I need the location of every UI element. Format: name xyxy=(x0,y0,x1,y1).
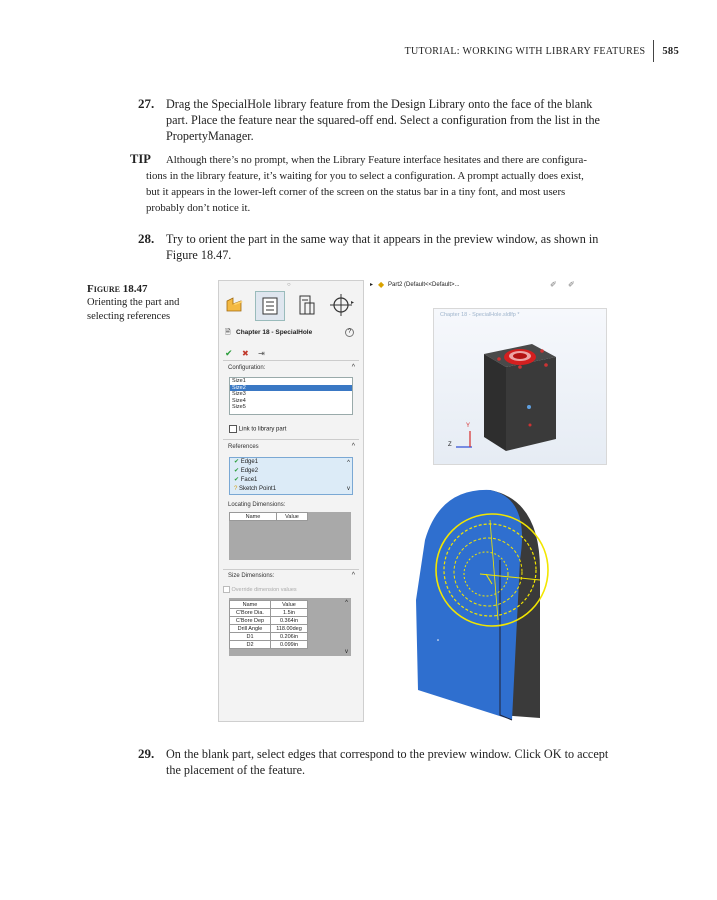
locating-dimensions-table[interactable] xyxy=(229,512,351,560)
reference-item[interactable]: ✔ Face1 xyxy=(234,477,258,483)
running-header xyxy=(405,40,679,62)
configuration-heading: Configuration: xyxy=(228,365,266,371)
configuration-item[interactable]: Size1 xyxy=(232,378,246,384)
references-list[interactable] xyxy=(229,457,353,495)
measure-tool-icon[interactable]: ✐ xyxy=(568,280,575,289)
part-icon: ◆ xyxy=(378,280,385,289)
block-left-face xyxy=(484,354,506,451)
blue-part-model xyxy=(380,480,560,725)
ok-button[interactable]: ✔ xyxy=(225,348,233,358)
configuration-list[interactable] xyxy=(229,377,353,415)
link-checkbox[interactable] xyxy=(229,425,237,433)
property-manager-panel xyxy=(218,280,364,722)
configuration-manager-icon xyxy=(293,291,321,319)
tab-property-manager[interactable] xyxy=(255,291,285,321)
table-row[interactable]: D1 0.206in xyxy=(230,633,308,641)
feature-tree-flyout xyxy=(370,280,615,292)
step-number: 29. xyxy=(138,746,155,761)
pin-tool-icon[interactable]: ✐ xyxy=(550,280,557,289)
sketch-point xyxy=(527,405,531,409)
tab-feature-tree[interactable] xyxy=(221,291,249,319)
step-text-line: PropertyManager. xyxy=(166,129,254,143)
configuration-item[interactable]: Size3 xyxy=(232,391,246,398)
table-row[interactable]: Drill Angle 118.00deg xyxy=(230,625,308,633)
scroll-down-arrow[interactable]: v xyxy=(347,486,350,492)
check-icon: ✔ xyxy=(234,468,240,474)
step-text-line: Try to orient the part in the same way that it appears in the preview window, as shown in xyxy=(166,232,599,246)
help-icon[interactable]: ? xyxy=(345,328,354,337)
preview-model xyxy=(434,309,606,464)
tip-line: but it appears in the lower-left corner of the screen on the status bar in a tiny font, and most users xyxy=(146,186,566,198)
action-row xyxy=(225,343,265,361)
link-checkbox-row[interactable] xyxy=(229,425,286,433)
link-label: Link to library part xyxy=(238,426,287,433)
tree-part-item[interactable]: Part2 (Default<<Default>... xyxy=(388,282,460,288)
references-heading: References xyxy=(228,444,259,450)
tip-line: probably don’t notice it. xyxy=(146,202,251,214)
reference-item[interactable]: ✔ Edge2 xyxy=(234,468,259,474)
collapse-dot[interactable]: ○ xyxy=(287,282,291,288)
size-dimensions-table[interactable] xyxy=(229,598,351,656)
reference-point xyxy=(518,365,522,369)
configuration-item[interactable]: Size5 xyxy=(232,404,246,411)
table-row[interactable]: D2 0.099in xyxy=(230,641,308,649)
override-checkbox-row[interactable] xyxy=(223,586,297,593)
axis-y-label: Y xyxy=(466,423,471,429)
pin-button[interactable]: ⇥ xyxy=(258,349,265,358)
scroll-up-arrow[interactable]: ^ xyxy=(347,460,350,466)
locating-dimensions-heading: Locating Dimensions: xyxy=(228,502,286,508)
locating-table-header xyxy=(229,512,308,521)
sketch-point xyxy=(437,639,439,641)
column-header: Name xyxy=(230,513,277,521)
header-divider xyxy=(653,40,654,62)
tip-box xyxy=(130,152,666,216)
size-dimensions-heading: Size Dimensions: xyxy=(228,573,275,579)
tip-label: TIP xyxy=(130,152,151,166)
block-front-face xyxy=(506,357,556,451)
step-28 xyxy=(138,231,666,263)
column-header: Name xyxy=(230,601,271,609)
tip-line: tions in the library feature, it’s waiting for you to select a configuration. A prompt actually does exist, xyxy=(146,170,584,182)
feature-tree-icon xyxy=(221,291,249,319)
collapse-chevron-icon[interactable]: ^ xyxy=(351,572,355,579)
reference-point xyxy=(529,424,532,427)
reference-item[interactable]: ? Sketch Point1 xyxy=(234,486,277,492)
preview-window xyxy=(433,308,607,465)
scroll-up-arrow[interactable]: ^ xyxy=(345,600,348,606)
configuration-item-selected[interactable]: Size2 xyxy=(230,385,352,392)
collapse-chevron-icon[interactable]: ^ xyxy=(351,443,355,450)
axis-z-label: Z xyxy=(448,442,452,448)
step-number: 27. xyxy=(138,96,155,111)
step-29 xyxy=(138,746,666,778)
divider xyxy=(223,360,359,361)
configuration-item[interactable]: Size4 xyxy=(232,397,246,404)
caption-line: selecting references xyxy=(87,311,171,322)
property-manager-icon xyxy=(256,292,284,320)
question-icon: ? xyxy=(234,486,238,492)
page-number: 585 xyxy=(662,45,679,57)
check-icon: ✔ xyxy=(234,459,240,465)
panel-title: Chapter 18 - SpecialHole xyxy=(236,329,313,336)
reference-point xyxy=(544,363,548,367)
reference-item[interactable]: ✔ Edge1 xyxy=(234,459,259,465)
override-checkbox[interactable] xyxy=(223,586,230,593)
table-row[interactable]: C'Bore Dep 0.364in xyxy=(230,617,308,625)
library-feature-icon: 🗎 xyxy=(225,329,231,336)
table-row[interactable]: C'Bore Dia. 1.5in xyxy=(230,609,308,617)
panel-title-row xyxy=(225,328,357,338)
figure-label: Figure 18.47 xyxy=(87,283,148,295)
tip-line: Although there’s no prompt, when the Library Feature interface hesitates and there are configura- xyxy=(166,154,587,166)
part-top-face xyxy=(416,490,522,720)
caption-line: Orienting the part and xyxy=(87,297,180,308)
tabs-scroll-arrow[interactable]: ▸ xyxy=(351,300,355,306)
reference-point xyxy=(497,357,501,361)
divider xyxy=(223,439,359,440)
expand-arrow-icon[interactable]: ▸ xyxy=(370,282,374,288)
panel-tabs xyxy=(219,291,363,321)
tab-configuration-manager[interactable] xyxy=(293,291,321,319)
figure-caption xyxy=(87,282,207,324)
step-text-line: On the blank part, select edges that correspond to the preview window. Click OK to accept xyxy=(166,747,609,761)
step-text-line: Drag the SpecialHole library feature from the Design Library onto the face of the blank xyxy=(166,97,593,111)
column-header: Value xyxy=(271,601,308,609)
cancel-button[interactable]: ✖ xyxy=(242,349,249,358)
step-27 xyxy=(138,96,666,144)
step-text-line: the placement of the feature. xyxy=(166,763,306,777)
column-header: Value xyxy=(277,513,308,521)
override-label: Override dimension values xyxy=(231,586,297,593)
scroll-down-arrow[interactable]: v xyxy=(345,649,348,655)
size-table xyxy=(229,600,308,649)
step-text-line: Figure 18.47. xyxy=(166,248,232,262)
check-icon: ✔ xyxy=(234,477,240,483)
reference-point xyxy=(540,349,544,353)
divider xyxy=(223,569,359,570)
collapse-chevron-icon[interactable]: ^ xyxy=(351,364,355,371)
preview-title: Chapter 18 - SpecialHole.sldlfp * xyxy=(440,312,520,318)
step-number: 28. xyxy=(138,231,155,246)
header-title: TUTORIAL: WORKING WITH LIBRARY FEATURES xyxy=(404,45,646,57)
step-text-line: part. Place the feature near the squared-off end. Select a configuration from the list in the xyxy=(166,113,600,127)
